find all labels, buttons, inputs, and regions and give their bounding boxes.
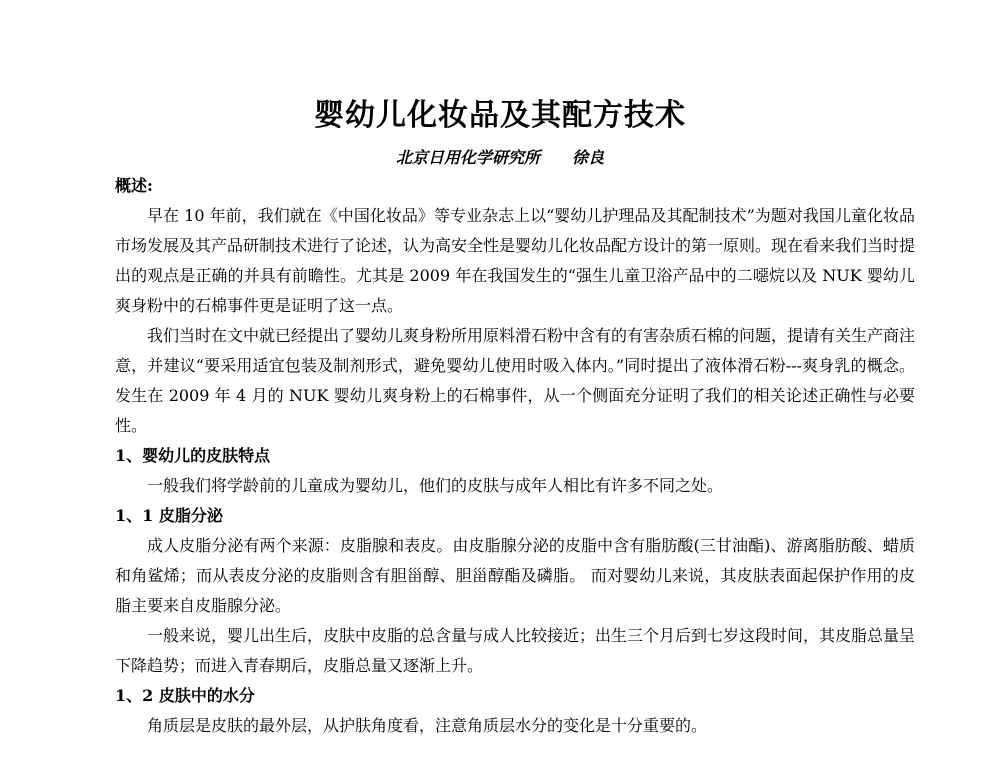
page-title: 婴幼儿化妆品及其配方技术 xyxy=(314,98,686,133)
overview-heading: 概述: xyxy=(115,176,153,195)
paragraph: 我们当时在文中就已经提出了婴幼儿爽身粉所用原料滑石粉中含有的有害杂质石棉的问题，提请有关生产商注意，并建议“要采用适宜包装及制剂形式，避免婴幼儿使用时吸入体内。”同时提出了液体滑石粉---爽身乳的概念。发生在 2009 年 4 月的 NUK 婴幼儿爽身粉上的石棉事件，从一个侧面充分证明了我们的相关论述正确性与必要性。 xyxy=(115,326,916,435)
byline xyxy=(0,146,1000,170)
paragraph: 一般我们将学龄前的儿童成为婴幼儿，他们的皮肤与成年人相比有许多不同之处。 xyxy=(147,476,724,495)
paragraph: 角质层是皮肤的最外层，从护肤角度看，注意角质层水分的变化是十分重要的。 xyxy=(147,716,708,735)
paragraph: 早在 10 年前，我们就在《中国化妆品》等专业杂志上以“婴幼儿护理品及其配制技术”为题对我国儿童化妆品市场发展及其产品研制技术进行了论述，认为高安全性是婴幼儿化妆品配方设计的第一原则。现在看来我们当时提出的观点是正确的并具有前瞻性。尤其是 2009 年在我国发生的“强生儿童卫浴产品中的二噁烷以及 NUK 婴幼儿爽身粉中的石棉事件更是证明了这一点。 xyxy=(115,206,916,315)
paragraph: 一般来说，婴儿出生后，皮肤中皮脂的总含量与成人比较接近；出生三个月后到七岁这段时间，其皮脂总量呈下降趋势；而进入青春期后，皮脂总量又逐渐上升。 xyxy=(115,626,916,675)
section-heading: 1、婴幼儿的皮肤特点 xyxy=(115,446,271,465)
document-body xyxy=(115,171,915,741)
paragraph: 成人皮脂分泌有两个来源：皮脂腺和表皮。由皮脂腺分泌的皮脂中含有脂肪酸(三甘油酯)、游离脂肪酸、蜡质和角鲨烯；而从表皮分泌的皮脂则含有胆甾醇、胆甾醇酯及磷脂。 而对婴幼儿来说，其皮肤表面起保护作用的皮脂主要来自皮脂腺分泌。 xyxy=(115,536,915,615)
institution-name: 北京日用化学研究所 xyxy=(395,148,540,167)
author-name: 徐良 xyxy=(572,148,605,167)
subsection-heading: 1、2 皮肤中的水分 xyxy=(115,686,255,705)
subsection-heading: 1、1 皮脂分泌 xyxy=(115,506,223,525)
